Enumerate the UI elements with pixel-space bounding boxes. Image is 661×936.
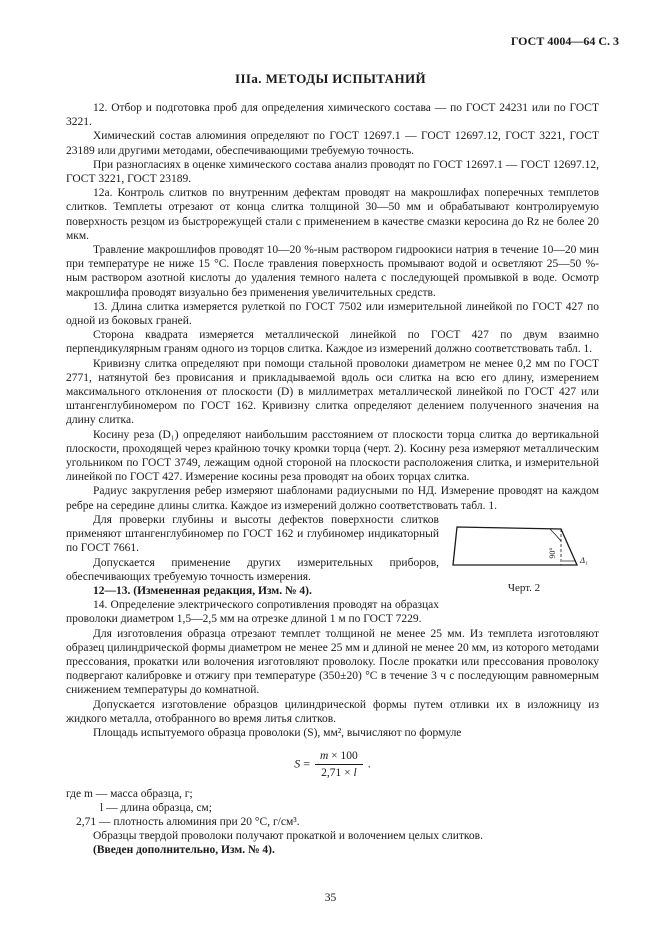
paragraph: Допускается изготовление образцов цилиндрической формы путем отливки их в изложницу из жидкого металла, отобранного во время литья слитков. — [66, 698, 599, 725]
definition-length: l — длина образца, см; — [100, 801, 212, 814]
delta-label: Δ₁ — [580, 554, 588, 565]
paragraph-14: 14. Определение электрического сопротивления проводят на образцах проволоки диаметром 1,5—2,5 мм на отрезке длиной 1 м по ГОСТ 7229. — [66, 599, 439, 626]
paragraph: Сторона квадрата измеряется металлической линейкой по ГОСТ 427 по двум взаимно перпендикулярным граням одного из торцов слитка. Каждое из измерений должно соответствовать табл. 1. — [66, 329, 599, 356]
ingot-cut-skew-drawing — [449, 515, 599, 577]
ingot-outline — [453, 527, 577, 565]
figure-chert-2 — [449, 515, 599, 595]
numerator-variable: m — [319, 750, 329, 763]
amendment-note: 12—13. (Измененная редакция, Изм. № 4). — [93, 584, 312, 597]
document-body — [66, 101, 599, 858]
fraction-numerator — [315, 749, 363, 765]
paragraph: Радиус закругления ребер измеряют шаблонами радиусными по НД. Измерение проводят на каждом ребре на середине длины слитка. Каждое из измерений должно соответствовать табл. 1. — [66, 485, 599, 512]
formula-period: . — [367, 756, 371, 771]
paragraph: Травление макрошлифов проводят 10—20 %-ным раствором гидроокиси натрия в течение 10—20 мин при температуре не ниже 15 °С. После травления поверхность промывают водой и осветляют 25—50 %-ным раствором азотной кислоты до удаления темного налета с последующей промывкой в воде. Осмотр макрошлифа проводят визуально без применения увеличительных средств. — [66, 244, 599, 299]
right-angle-arc — [550, 529, 561, 541]
paragraph: Допускается применение других измерительных приборов, обеспечивающих требуемую точность измерения. — [66, 556, 439, 583]
paragraph: Химический состав алюминия определяют по ГОСТ 12697.1 — ГОСТ 12697.12, ГОСТ 3221, ГОСТ 23189 или другими методами, обеспечивающими требуемую точность. — [66, 130, 599, 157]
paragraph-12a: 12а. Контроль слитков по внутренним дефектам проводят на макрошлифах поперечных темплетов слитков. Темплеты отрезают от конца слитка толщиной 30—50 мм и обрабатывают контролируемую поверхность резцом из быстрорежущей стали с применением в качестве смазки керосина до Rz не более 20 мкм. — [66, 187, 599, 242]
denominator-variable: l — [353, 767, 357, 780]
symbol-definitions — [66, 787, 599, 830]
figure-caption: Черт. 2 — [507, 581, 541, 594]
equals-sign: = — [303, 756, 310, 771]
definition-density: 2,71 — плотность алюминия при 20 °С, г/см³. — [76, 815, 300, 828]
angle-label: 90° — [548, 547, 557, 559]
document-number: ГОСТ 4004—64 С. 3 — [510, 34, 619, 48]
paragraph-12: 12. Отбор и подготовка проб для определения химического состава — по ГОСТ 24231 или по ГОСТ 3221. — [66, 102, 599, 129]
paragraph: Кривизну слитка определяют при помощи стальной проволоки диаметром не менее 0,2 мм по ГОСТ 2771, натянутой без провисания и прикладываемой вдоль оси слитка на всю его длину, измерением максимального отклонения от плоскости (D) в миллиметрах металлической линейкой по ГОСТ 427 или штангенглубиномером по ГОСТ 162. Кривизну слитка определяют делением полученного значения на длину слитка. — [66, 357, 599, 427]
denominator-constant: 2,71 × — [321, 767, 354, 780]
paragraph: Для проверки глубины и высоты дефектов поверхности слитков применяют штангенглубиномер по ГОСТ 162 и глубиномер индикаторный по ГОСТ 7661. — [66, 513, 439, 555]
paragraph: При разногласиях в оценке химического состава анализ проводят по ГОСТ 12697.1 — ГОСТ 12697.12, ГОСТ 3221, ГОСТ 23189. — [66, 158, 599, 186]
paragraph: Образцы твердой проволоки получают прокаткой и волочением целых слитков. — [93, 830, 483, 843]
formula-lhs: S — [294, 756, 301, 771]
definition-mass: где m — масса образца, г; — [66, 787, 193, 800]
numerator-constant: × 100 — [328, 750, 358, 763]
formula — [66, 749, 599, 780]
page-number: 35 — [324, 892, 337, 904]
paragraph: Площадь испытуемого образца проволоки (S), мм², вычисляют по формуле — [93, 726, 462, 739]
fraction-denominator — [315, 765, 363, 780]
paragraph: Косину реза (D₁) определяют наибольшим расстоянием от плоскости торца слитка до вертикальной плоскости, проходящей через крайнюю точку кромки торца (черт. 2). Косину реза измеряют металлическим угольником по ГОСТ 3749, лежащим одной стороной на плоскости расположения слитка, и измерительной линейкой по ГОСТ 427. Измерение косины реза проводят на обоих торцах слитка. — [66, 428, 599, 484]
running-header — [0, 0, 661, 49]
paragraph: Для изготовления образца отрезают темплет толщиной не менее 25 мм. Из темплета изготовляют образец цилиндрической формы диаметром не менее 25 мм и длиной не менее 20 мм, из которого методами прессования, прокатки или волочения изготовляют проволоку. После прокатки или прессования проволоку подвергают калибровке и отжигу при температуре (350±20) °С в течение 3 ч с последующим равномерным снижением температуры до комнатной. — [66, 627, 599, 697]
fraction — [315, 749, 363, 780]
section-title: IIIа. МЕТОДЫ ИСПЫТАНИЙ — [235, 71, 426, 86]
addition-note: (Введен дополнительно, Изм. № 4). — [93, 844, 275, 857]
paragraph-13: 13. Длина слитка измеряется рулеткой по ГОСТ 7502 или измерительной линейкой по ГОСТ 427 по одной из боковых граней. — [66, 300, 599, 328]
